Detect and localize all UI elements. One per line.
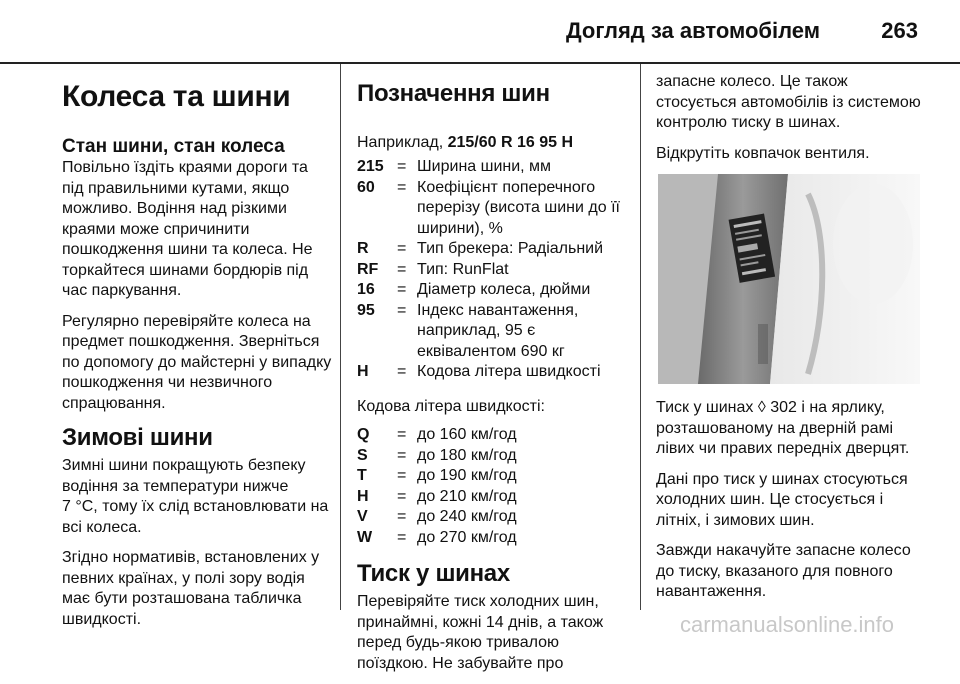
column-3 (656, 72, 940, 613)
def-key: RF (357, 260, 379, 278)
def-equals: = (397, 158, 407, 175)
speed-key: S (357, 446, 368, 464)
def-key: 16 (357, 281, 375, 298)
paragraph: Відкрутіть ковпачок вентиля. (656, 144, 870, 162)
page-number: 263 (881, 18, 918, 43)
def-key: 60 (357, 178, 375, 196)
column-divider-1 (340, 64, 341, 610)
def-value: Кодова літера швидкості (417, 363, 601, 380)
subsection-heading-tire-designations: Позначення шин (357, 80, 550, 107)
header-rule (0, 62, 960, 64)
def-equals: = (397, 301, 407, 319)
def-equals: = (397, 363, 407, 380)
def-key: 215 (357, 158, 384, 175)
speed-key: Q (357, 426, 370, 443)
paragraph: Згідно нормативів, встановлених у певних країнах, у полі зору водія має бути розташована табличка швидкості. (62, 549, 320, 628)
table-row (357, 239, 620, 260)
def-key: R (357, 240, 369, 257)
table-row (357, 260, 620, 281)
column-2 (357, 72, 633, 684)
speed-value: до 180 км/год (417, 446, 517, 464)
speed-value: до 210 км/год (417, 487, 517, 505)
table-row (357, 157, 620, 178)
speed-equals: = (397, 528, 407, 546)
paragraph: Повільно їздіть краями дороги та під правильними кутами, якщо можливо. Водіння над різкими краями може спричинити пошкодження шини та колеса. Не торкайтеся шинами бордюрів під час паркування. (62, 159, 313, 299)
paragraph: Тиск у шинах ◊ 302 і на ярлику, розташованому на дверній рамі лівих чи правих передніх дверцят. (656, 399, 910, 457)
def-value: Ширина шини, мм (417, 158, 552, 175)
def-value: Тип брекера: Радіальний (417, 240, 604, 257)
subsection-heading-winter-tires: Зимові шини (62, 424, 213, 451)
table-row (357, 507, 517, 528)
def-key: 95 (357, 301, 375, 319)
paragraph: запасне колесо. Це також стосується автомобілів із системою контролю тиску в шинах. (656, 73, 921, 131)
speed-code-heading: Кодова літера швидкості: (357, 397, 545, 415)
speed-equals: = (397, 487, 407, 505)
table-row (357, 466, 517, 487)
table-row (357, 425, 517, 446)
speed-key: W (357, 528, 373, 546)
speed-equals: = (397, 508, 407, 525)
table-row (357, 487, 517, 508)
example-prefix: Наприклад, (357, 133, 448, 151)
paragraph: Зимні шини покращують безпеку водіння за температури нижче 7 °C, тому їх слід встановлювати на всі колеса. (62, 457, 329, 536)
watermark: carmanualsonline.info (680, 612, 895, 637)
example-line (357, 112, 633, 153)
def-value: Індекс навантаження, наприклад, 95 є еквівалентом 690 кг (417, 301, 579, 360)
speed-key: H (357, 487, 369, 505)
table-row (357, 446, 517, 467)
column-divider-2 (640, 64, 641, 610)
def-equals: = (397, 178, 407, 196)
speed-equals: = (397, 467, 407, 484)
header-title: Догляд за автомобілем (565, 18, 820, 43)
table-row (357, 528, 517, 549)
example-code: 215/60 R 16 95 H (447, 133, 574, 151)
paragraph: Регулярно перевіряйте колеса на предмет пошкодження. Зверніться по допомогу до майстерні у випадку пошкодження чи незвичного спрацювання. (62, 312, 332, 412)
speed-value: до 270 км/год (417, 528, 517, 546)
designation-table (357, 157, 620, 383)
speed-value: до 240 км/год (417, 508, 517, 525)
speed-code-table (357, 425, 517, 548)
column-1 (62, 72, 332, 640)
def-value: Коефіцієнт поперечного перерізу (висота шини до її ширини), % (417, 178, 620, 237)
def-key: H (357, 363, 369, 380)
section-title: Колеса та шини (62, 80, 291, 113)
speed-value: до 190 км/год (417, 467, 517, 484)
paragraph: Дані про тиск у шинах стосуються холодних шин. Це стосується і літніх, і зимових шин. (656, 470, 908, 529)
subsection-heading-tire-pressure: Тиск у шинах (357, 560, 510, 587)
paragraph: Перевіряйте тиск холодних шин, принаймні, кожні 14 днів, а також перед будь-якою тривалою поїздкою. Не забувайте про (357, 593, 604, 672)
table-row (357, 178, 620, 240)
speed-equals: = (397, 426, 407, 443)
def-equals: = (397, 260, 407, 278)
paragraph: Завжди накачуйте запасне колесо до тиску, вказаного для повного навантаження. (656, 542, 911, 600)
speed-key: V (357, 508, 368, 525)
def-value: Діаметр колеса, дюйми (417, 281, 591, 298)
table-row (357, 301, 620, 363)
def-equals: = (397, 240, 407, 257)
def-equals: = (397, 281, 407, 298)
table-row (357, 362, 620, 383)
table-row (357, 280, 620, 301)
door-frame-tire-label-photo (658, 174, 920, 384)
subsection-heading-tire-condition: Стан шини, стан колеса (62, 136, 285, 157)
page-header (0, 0, 960, 62)
speed-key: T (357, 467, 367, 484)
def-value: Тип: RunFlat (417, 260, 509, 278)
speed-value: до 160 км/год (417, 426, 517, 443)
speed-equals: = (397, 446, 407, 464)
